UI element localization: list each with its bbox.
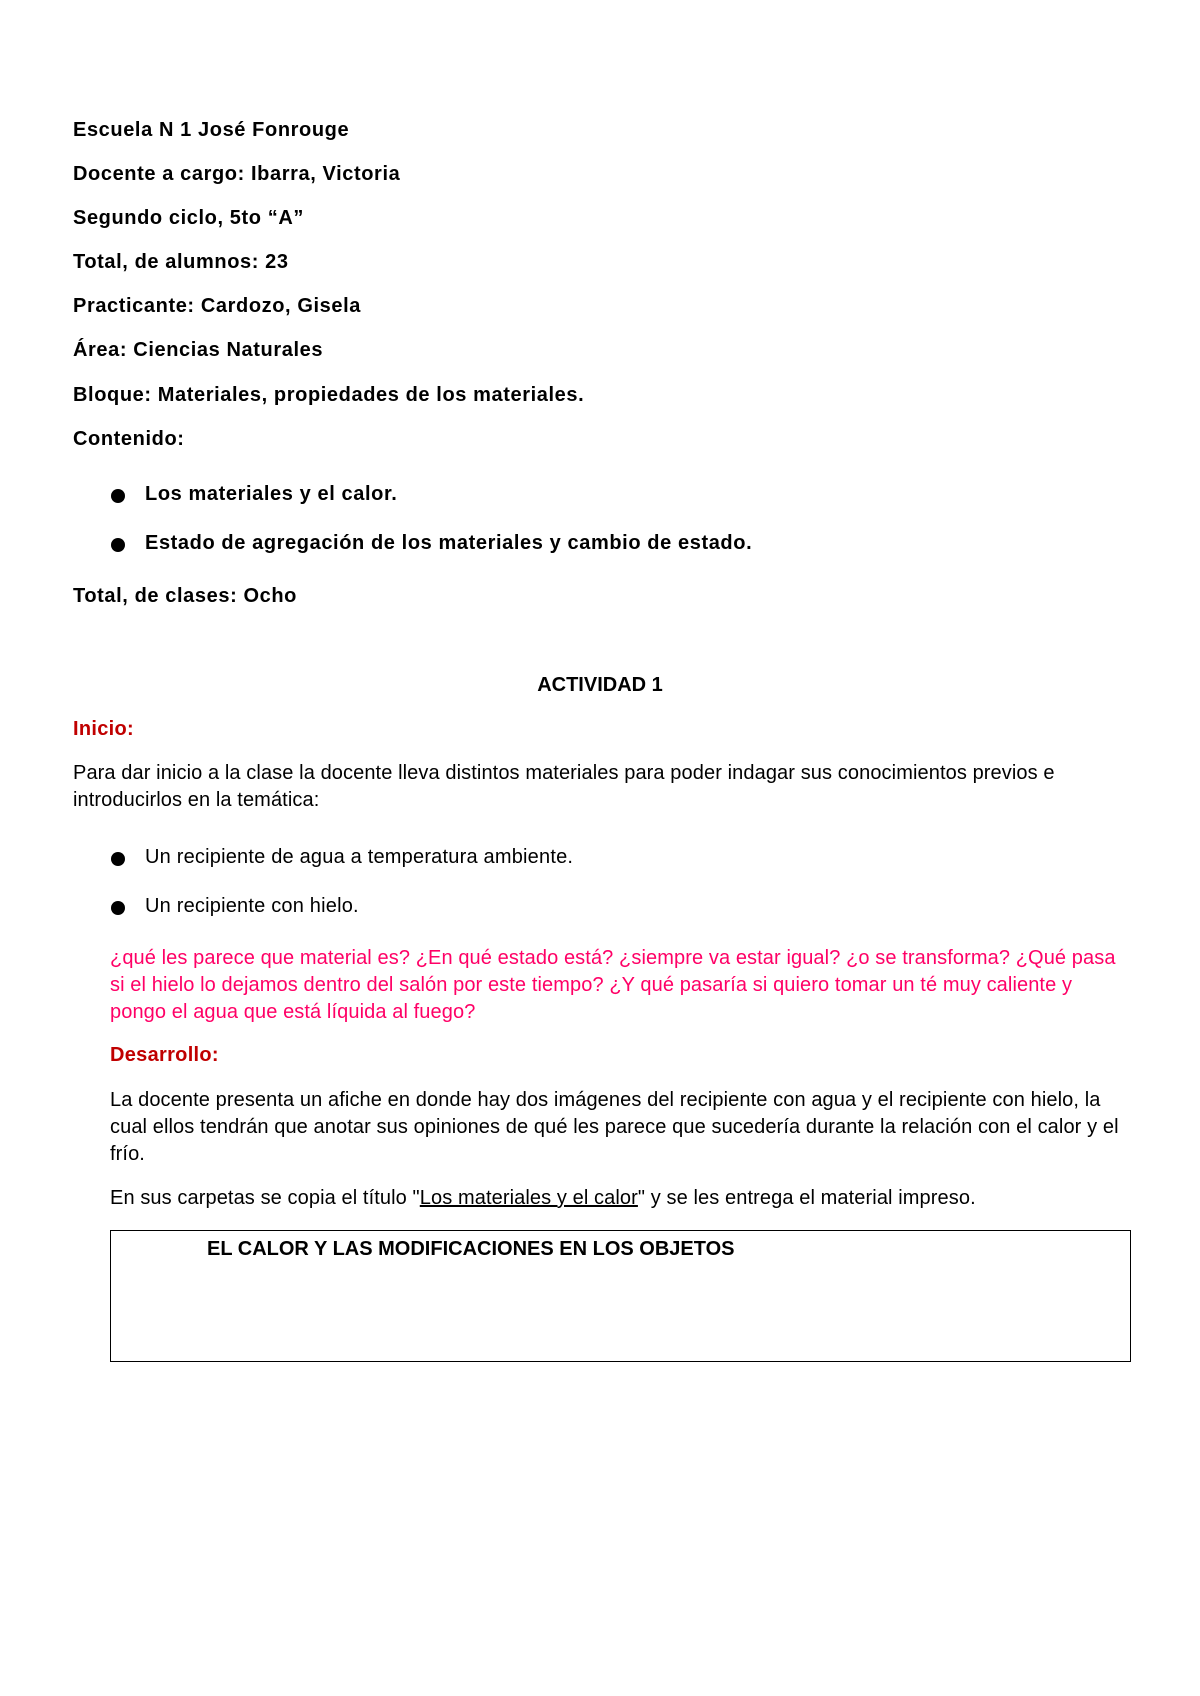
carpetas-text-after: " y se les entrega el material impreso. <box>637 1187 976 1209</box>
box-title: EL CALOR Y LAS MODIFICACIONES EN LOS OBJETOS <box>207 1238 735 1260</box>
content-label: Contenido: <box>73 428 185 450</box>
inicio-item: Un recipiente con hielo. <box>145 895 359 917</box>
school-line: Escuela N 1 José Fonrouge <box>73 119 350 141</box>
desarrollo-paragraph: La docente presenta un afiche en donde hay dos imágenes del recipiente con agua y el recipiente con hielo, la cual ellos tendrán que anotar sus opiniones de qué les parece que sucedería durante la relación con el calor y el frío. <box>110 1089 1119 1165</box>
desarrollo-label: Desarrollo: <box>110 1044 219 1066</box>
activity-title: ACTIVIDAD 1 <box>537 674 663 696</box>
cycle-line: Segundo ciclo, 5to “A” <box>73 207 304 229</box>
carpetas-text-before: En sus carpetas se copia el título " <box>110 1187 420 1209</box>
block-line: Bloque: Materiales, propiedades de los materiales. <box>73 384 585 406</box>
guiding-questions: ¿qué les parece que material es? ¿En qué estado está? ¿siempre va estar igual? ¿o se transforma? ¿Qué pasa si el hielo lo dejamos dentro del salón por este tiempo? ¿Y qué pasaría si quiero tomar un té muy caliente y pongo el agua que está líquida al fuego? <box>110 947 1116 1023</box>
content-item: Estado de agregación de los materiales y cambio de estado. <box>145 532 753 554</box>
students-line: Total, de alumnos: 23 <box>73 251 289 273</box>
area-line: Área: Ciencias Naturales <box>73 339 324 361</box>
inicio-label: Inicio: <box>73 718 134 740</box>
printed-material-box <box>110 1230 1131 1362</box>
bullet-icon <box>111 852 125 866</box>
bullet-icon <box>111 901 125 915</box>
inicio-item: Un recipiente de agua a temperatura ambiente. <box>145 846 574 868</box>
bullet-icon <box>111 489 125 503</box>
inicio-paragraph: Para dar inicio a la clase la docente lleva distintos materiales para poder indagar sus conocimientos previos e introducirlos en la temática: <box>73 762 1055 811</box>
title-underlined: Los materiales y el calor <box>419 1187 638 1209</box>
carpetas-paragraph <box>110 1185 1140 1212</box>
bullet-icon <box>111 538 125 552</box>
intern-line: Practicante: Cardozo, Gisela <box>73 295 362 317</box>
teacher-line: Docente a cargo: Ibarra, Victoria <box>73 163 401 185</box>
classes-line: Total, de clases: Ocho <box>73 585 298 607</box>
content-item: Los materiales y el calor. <box>145 483 398 505</box>
